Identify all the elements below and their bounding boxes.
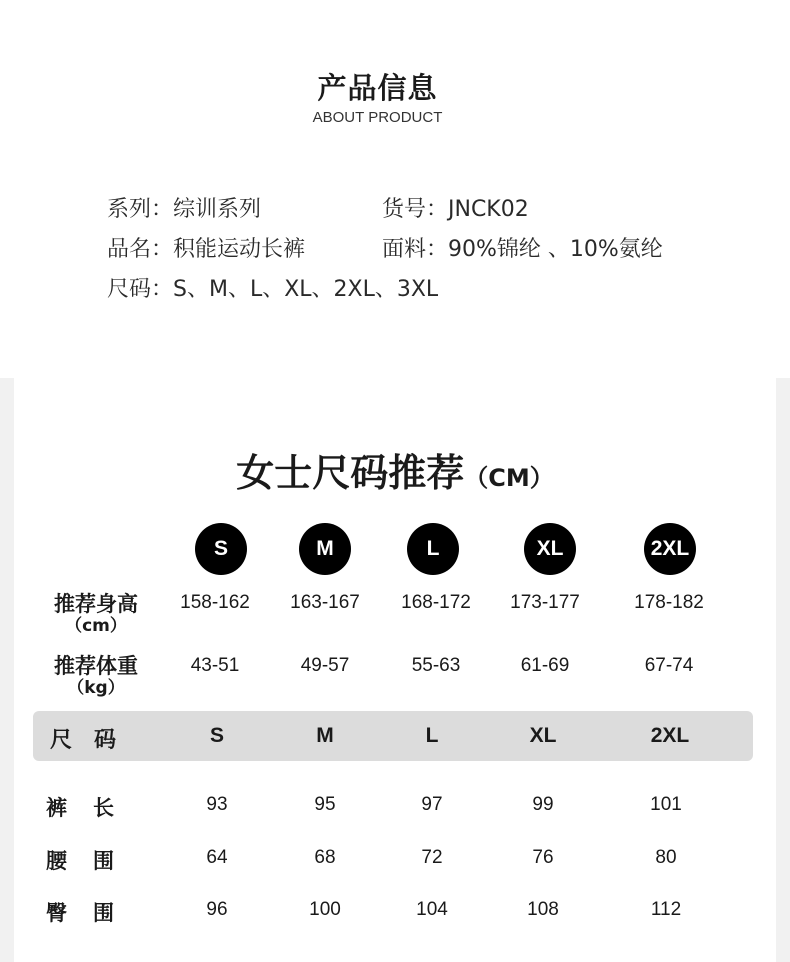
size-badge-m: M [299, 523, 351, 575]
size-badge-xl: XL [524, 523, 576, 575]
height-cell-m: 163-167 [290, 592, 360, 613]
weight-cell-l: 55-63 [411, 655, 461, 676]
height-row-label [44, 592, 148, 636]
length-row-label: 裤长 [46, 796, 140, 820]
info-fabric: 面料：90%锦纶 、10%氨纶 [382, 237, 663, 262]
weight-label: 推荐体重 [54, 654, 138, 678]
size-header-2xl: 2XL [650, 724, 690, 747]
waist-cell-m: 68 [314, 847, 336, 868]
height-unit: （cm） [65, 616, 127, 636]
info-name: 品名：积能运动长裤 [107, 237, 306, 262]
waist-cell-xl: 76 [532, 847, 554, 868]
hip-cell-l: 104 [416, 899, 448, 920]
product-info-section [0, 0, 790, 378]
height-cell-xl: 173-177 [510, 592, 580, 613]
hip-row-label: 臀围 [46, 901, 140, 925]
height-label: 推荐身高 [54, 592, 138, 616]
height-cell-2xl: 178-182 [634, 592, 704, 613]
length-cell-m: 95 [314, 794, 336, 815]
weight-unit: （kg） [67, 678, 125, 698]
length-cell-xl: 99 [532, 794, 554, 815]
weight-cell-m: 49-57 [300, 655, 350, 676]
info-series: 系列：综训系列 [107, 197, 262, 222]
waist-cell-s: 64 [206, 847, 228, 868]
size-header-l: L [425, 724, 439, 747]
info-sizes: 尺码：S、M、L、XL、2XL、3XL [107, 277, 439, 302]
section-title: 产品信息 [317, 71, 438, 105]
info-code: 货号：JNCK02 [382, 197, 529, 222]
height-cell-l: 168-172 [401, 592, 471, 613]
size-badge-2xl: 2XL [644, 523, 696, 575]
length-cell-l: 97 [421, 794, 443, 815]
length-cell-2xl: 101 [650, 794, 682, 815]
size-header-s: S [209, 724, 224, 747]
size-row-label: 尺码 [50, 728, 139, 753]
weight-row-label [44, 654, 148, 698]
hip-cell-xl: 108 [527, 899, 559, 920]
weight-cell-2xl: 67-74 [644, 655, 694, 676]
size-chart-title [0, 442, 790, 497]
size-header-xl: XL [529, 724, 557, 747]
size-chart-title-unit: （CM） [464, 464, 554, 492]
waist-cell-l: 72 [421, 847, 443, 868]
size-badge-s: S [195, 523, 247, 575]
section-subtitle: ABOUT PRODUCT [312, 109, 443, 126]
hip-cell-s: 96 [206, 899, 228, 920]
size-badge-l: L [407, 523, 459, 575]
size-chart-title-text: 女士尺码推荐 [236, 451, 465, 495]
weight-cell-xl: 61-69 [520, 655, 570, 676]
weight-cell-s: 43-51 [190, 655, 240, 676]
hip-cell-m: 100 [309, 899, 341, 920]
hip-cell-2xl: 112 [650, 899, 682, 920]
length-cell-s: 93 [206, 794, 228, 815]
size-header-m: M [316, 724, 334, 747]
waist-row-label: 腰围 [46, 849, 140, 873]
height-cell-s: 158-162 [180, 592, 250, 613]
waist-cell-2xl: 80 [655, 847, 677, 868]
